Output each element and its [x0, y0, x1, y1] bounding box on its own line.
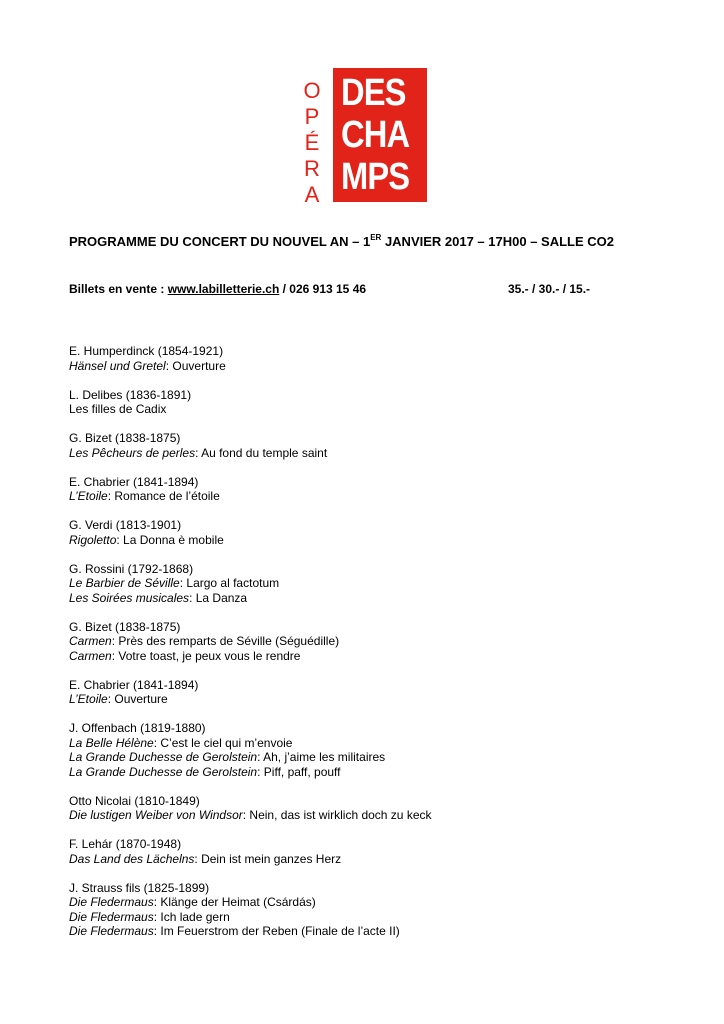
work-piece: : Ah, j’aime les militaires	[257, 750, 386, 764]
work-title: La Grande Duchesse de Gerolstein	[69, 764, 258, 779]
composer-name: G. Bizet (1838-1875)	[69, 431, 181, 445]
work-title: Carmen	[69, 648, 112, 663]
logo-box	[333, 68, 427, 202]
page-title	[69, 233, 614, 249]
work-line	[69, 692, 432, 707]
work-piece: Les filles de Cadix	[69, 402, 167, 416]
work-title: Hänsel und Gretel	[69, 358, 166, 373]
work-piece: : Klänge der Heimat (Csárdás)	[153, 895, 316, 909]
work-line	[69, 852, 432, 867]
program-entry	[69, 620, 432, 664]
ticket-link[interactable]: www.labilletterie.ch	[167, 282, 280, 296]
program-entry	[69, 388, 432, 417]
work-title: La Grande Duchesse de Gerolstein	[69, 750, 258, 764]
work-line	[69, 446, 432, 461]
composer-name: J. Strauss fils (1825-1899)	[69, 880, 210, 895]
composer-name: J. Offenbach (1819-1880)	[69, 721, 206, 735]
work-title: Le Barbier de Séville	[69, 576, 180, 590]
work-piece: : Près des remparts de Séville (Séguédille)	[111, 634, 340, 648]
composer-name: F. Lehár (1870-1948)	[69, 837, 182, 851]
work-piece: : Nein, das ist wirklich doch zu keck	[242, 808, 432, 822]
ticket-prices: 35.- / 30.- / 15.-	[508, 282, 591, 296]
work-line	[69, 910, 432, 925]
work-line	[69, 924, 432, 939]
composer-name: E. Chabrier (1841-1894)	[69, 677, 199, 692]
work-title: Die Fledermaus	[69, 895, 154, 909]
work-title: Die Fledermaus	[69, 909, 154, 924]
program-entry	[69, 344, 432, 373]
work-line	[69, 576, 432, 591]
work-title: Carmen	[69, 634, 112, 648]
work-title: Les Soirées musicales	[69, 590, 190, 605]
title-text: PROGRAMME DU CONCERT DU NOUVEL AN – 1	[69, 234, 371, 249]
title-superscript: ER	[370, 233, 382, 242]
work-piece: : Votre toast, je peux vous le rendre	[111, 648, 301, 663]
logo-letter: R	[304, 156, 320, 181]
work-line	[69, 895, 432, 910]
logo-vertical-text	[300, 78, 324, 208]
logo-line: MPS	[341, 156, 410, 198]
composer-name: E. Chabrier (1841-1894)	[69, 474, 199, 489]
work-piece: : Ouverture	[165, 358, 226, 373]
program-entry	[69, 794, 432, 823]
work-line	[69, 750, 432, 765]
work-line	[69, 402, 432, 417]
composer-name: G. Rossini (1792-1868)	[69, 561, 194, 576]
logo-letter: É	[304, 130, 320, 155]
composer-name: G. Verdi (1813-1901)	[69, 518, 182, 532]
work-piece: : Au fond du temple saint	[195, 445, 328, 460]
program-entry	[69, 881, 432, 939]
work-title: Les Pêcheurs de perles	[69, 445, 196, 460]
work-line	[69, 736, 432, 751]
program-entry	[69, 562, 432, 606]
composer-name: E. Humperdinck (1854-1921)	[69, 344, 224, 358]
opera-logo	[300, 68, 428, 207]
program-entry	[69, 431, 432, 460]
title-text-end: JANVIER 2017 – 17H00 – SALLE CO2	[381, 234, 614, 249]
work-piece: : Dein ist mein ganzes Herz	[194, 851, 342, 866]
logo-letter: A	[304, 182, 320, 207]
work-title: Rigoletto	[69, 532, 117, 547]
logo-line: DES	[341, 72, 406, 114]
work-piece: : La Donna è mobile	[116, 532, 224, 547]
ticket-label: Billets en vente :	[69, 282, 168, 296]
program-entry	[69, 475, 432, 504]
program-entry	[69, 721, 432, 779]
work-piece: : La Danza	[189, 590, 248, 605]
logo-letter: O	[303, 78, 321, 103]
composer-name: L. Delibes (1836-1891)	[69, 387, 192, 402]
composer-name: Otto Nicolai (1810-1849)	[69, 793, 200, 808]
work-line	[69, 765, 432, 780]
work-piece: : Largo al factotum	[179, 576, 280, 590]
program-entry	[69, 678, 432, 707]
work-piece: : Ich lade gern	[153, 909, 230, 924]
work-title: L’Etoile	[69, 489, 108, 503]
work-piece: : Im Feuerstrom der Reben (Finale de l’acte II)	[153, 924, 400, 938]
work-title: Die Fledermaus	[69, 924, 154, 938]
work-line	[69, 808, 432, 823]
work-title: Die lustigen Weiber von Windsor	[69, 808, 243, 822]
composer-name: G. Bizet (1838-1875)	[69, 619, 181, 634]
work-piece: : Ouverture	[107, 692, 168, 706]
work-line	[69, 634, 432, 649]
logo-letter: P	[304, 104, 320, 129]
work-title: Das Land des Lächelns	[69, 851, 195, 866]
program-list	[69, 344, 432, 953]
work-title: La Belle Hélène	[69, 735, 154, 750]
work-line	[69, 591, 432, 606]
program-entry	[69, 837, 432, 866]
work-piece: : Romance de l’étoile	[107, 489, 220, 503]
work-line	[69, 533, 432, 548]
work-piece: : Piff, paff, pouff	[257, 764, 341, 779]
work-line	[69, 649, 432, 664]
program-entry	[69, 518, 432, 547]
ticket-phone: / 026 913 15 46	[279, 282, 367, 296]
work-line	[69, 489, 432, 504]
logo-line: CHA	[341, 114, 410, 156]
work-line	[69, 359, 432, 374]
work-title: L’Etoile	[69, 692, 108, 706]
work-piece: : C’est le ciel qui m’envoie	[153, 735, 293, 750]
